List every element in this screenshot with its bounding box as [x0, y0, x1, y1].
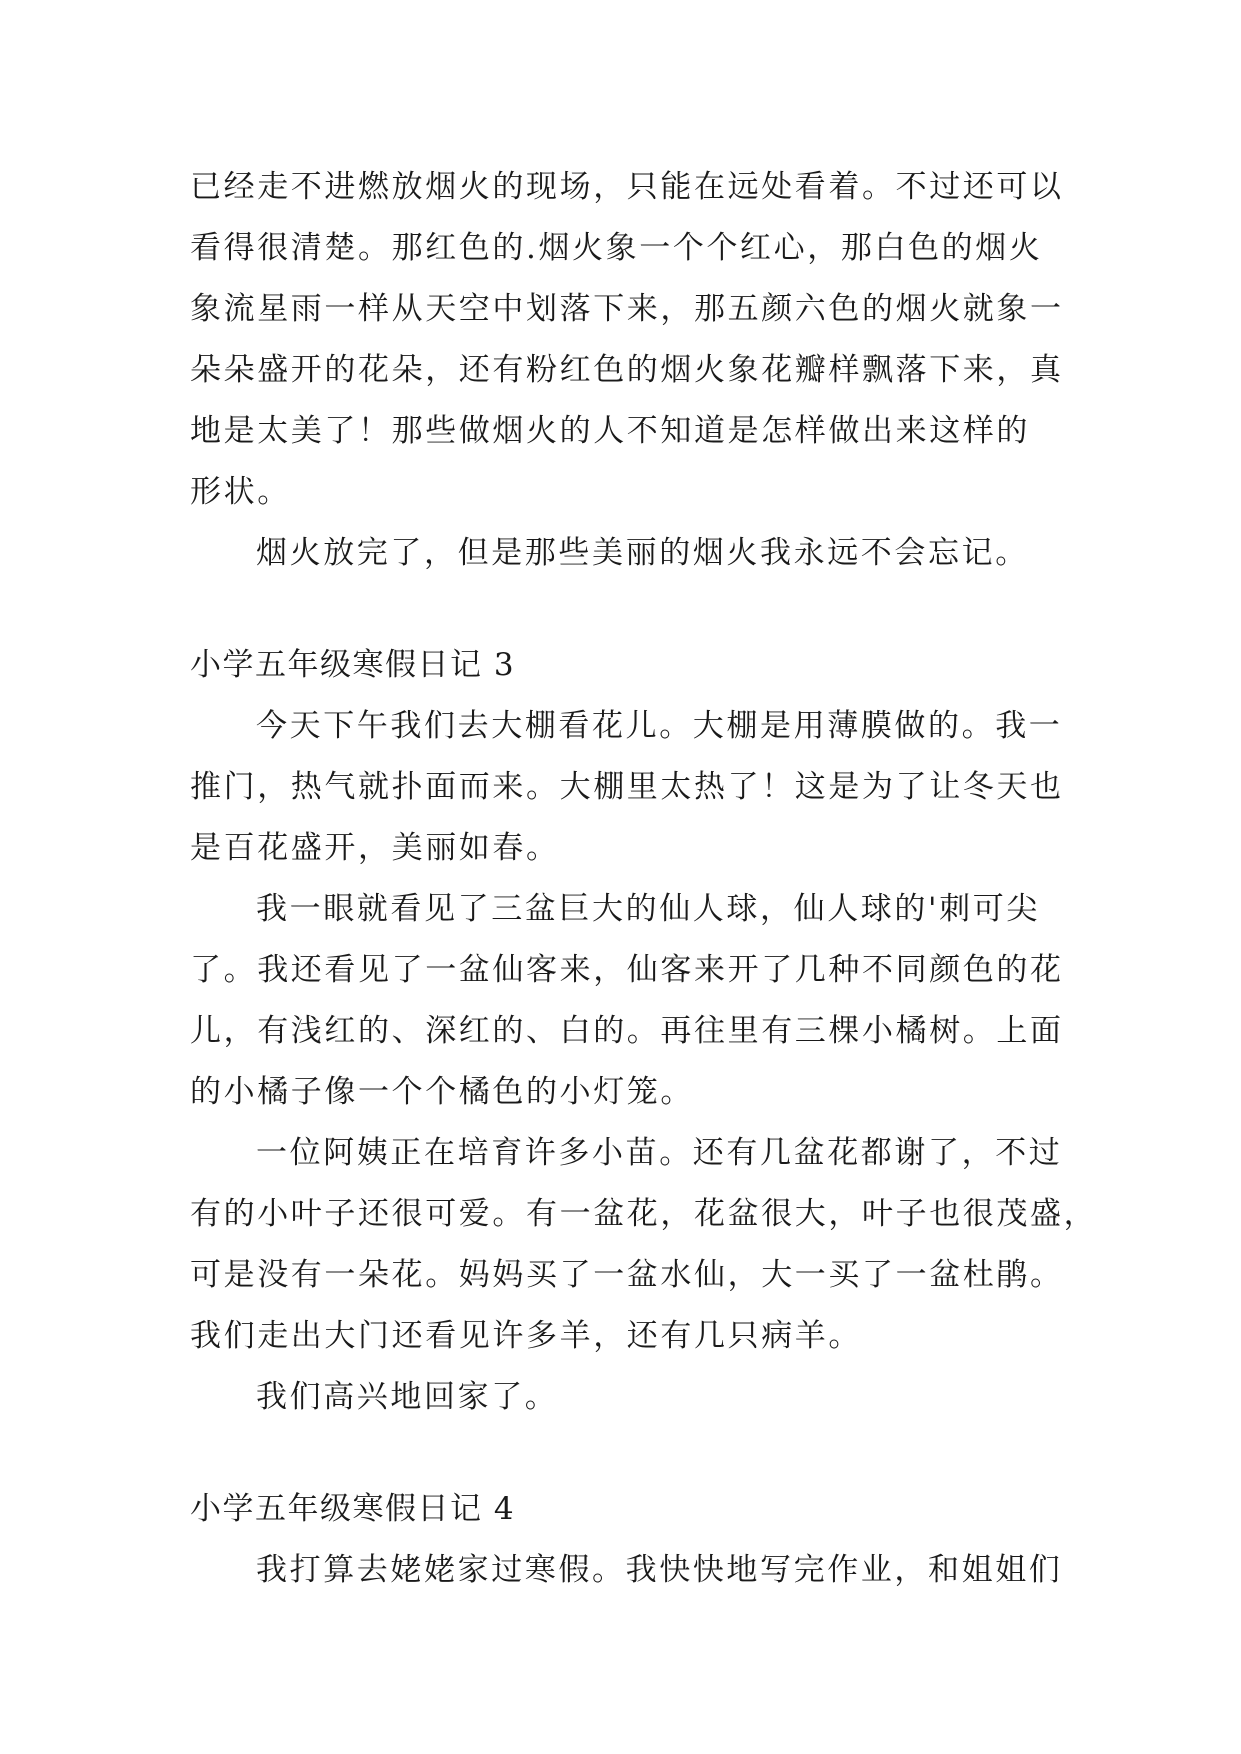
text-line: 是百花盛开，美丽如春。	[190, 830, 560, 866]
text-line: 形状。	[190, 474, 291, 510]
text-line: 我一眼就看见了三盆巨大的仙人球，仙人球的'刺可尖	[256, 891, 1040, 927]
text-line: 我打算去姥姥家过寒假。我快快地写完作业，和姐姐们	[256, 1552, 1063, 1588]
paragraph	[190, 879, 1090, 1123]
paragraph	[190, 1540, 1090, 1601]
text-line: 今天下午我们去大棚看花儿。大棚是用薄膜做的。我一	[256, 708, 1063, 744]
diary-section	[190, 157, 1090, 584]
section-heading: 小学五年级寒假日记 4	[190, 1491, 516, 1527]
text-line: 的小橘子像一个个橘色的小灯笼。	[190, 1074, 694, 1110]
text-line: 一位阿姨正在培育许多小苗。还有几盆花都谢了，不过	[256, 1135, 1063, 1171]
paragraph	[190, 523, 1090, 584]
text-line: 看得很清楚。那红色的.烟火象一个个红心，那白色的烟火	[190, 230, 1043, 266]
section-spacer	[190, 1428, 1090, 1479]
text-line: 可是没有一朵花。妈妈买了一盆水仙，大一买了一盆杜鹃。	[190, 1257, 1064, 1293]
text-line: 我们高兴地回家了。	[256, 1379, 559, 1415]
text-line: 有的小叶子还很可爱。有一盆花，花盆很大，叶子也很茂盛，	[190, 1196, 1098, 1232]
paragraph	[190, 1367, 1090, 1428]
text-line: 我们走出大门还看见许多羊，还有几只病羊。	[190, 1318, 862, 1354]
text-line: 象流星雨一样从天空中划落下来，那五颜六色的烟火就象一	[190, 291, 1064, 327]
diary-section	[190, 1479, 1090, 1601]
section-heading: 小学五年级寒假日记 3	[190, 647, 516, 683]
paragraph	[190, 696, 1090, 879]
text-line: 推门，热气就扑面而来。大棚里太热了！这是为了让冬天也	[190, 769, 1064, 805]
diary-section	[190, 635, 1098, 1428]
text-line: 儿，有浅红的、深红的、白的。再往里有三棵小橘树。上面	[190, 1013, 1064, 1049]
text-line: 烟火放完了，但是那些美丽的烟火我永远不会忘记。	[256, 535, 1029, 571]
text-line: 朵朵盛开的花朵，还有粉红色的烟火象花瓣样飘落下来，真	[190, 352, 1064, 388]
text-line: 地是太美了！那些做烟火的人不知道是怎样做出来这样的	[190, 413, 1030, 449]
text-line: 已经走不进燃放烟火的现场，只能在远处看着。不过还可以	[190, 169, 1064, 205]
document-body	[190, 157, 1098, 1601]
paragraph	[190, 157, 1090, 523]
section-spacer	[190, 584, 1090, 635]
paragraph	[190, 1123, 1098, 1367]
text-line: 了。我还看见了一盆仙客来，仙客来开了几种不同颜色的花	[190, 952, 1064, 988]
